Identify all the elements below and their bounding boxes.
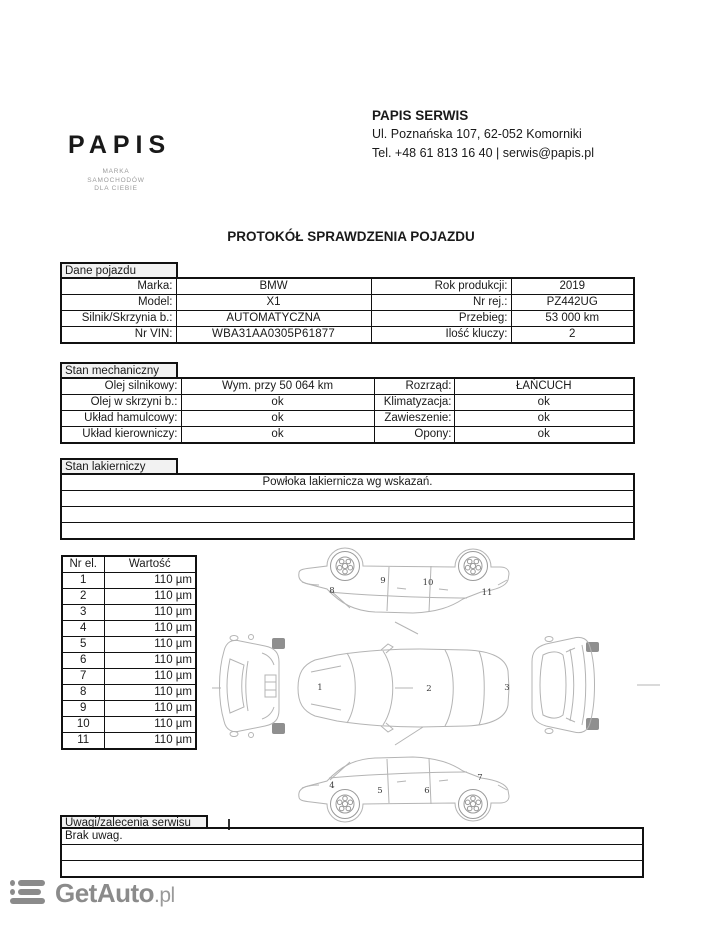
element-nr: 2 bbox=[62, 589, 104, 605]
label-cell: Olej silnikowy: bbox=[61, 378, 181, 395]
table-row bbox=[62, 733, 196, 750]
value-cell: Wym. przy 50 064 km bbox=[181, 378, 374, 395]
label-cell: Ilość kluczy: bbox=[371, 327, 511, 344]
rear-wheel-patch bbox=[586, 642, 599, 652]
label-text: Rozrząd: bbox=[405, 380, 452, 392]
panel-number-7: 7 bbox=[477, 773, 483, 783]
table-row bbox=[62, 589, 196, 605]
empty-cell bbox=[61, 861, 643, 878]
table-row bbox=[61, 311, 634, 327]
panel-number-1: 1 bbox=[317, 683, 323, 693]
panel-number-9: 9 bbox=[380, 576, 386, 586]
label-text: Klimatyzacja: bbox=[383, 396, 452, 408]
vehicle-section-tab: Dane pojazdu bbox=[60, 262, 178, 279]
element-nr: 5 bbox=[62, 637, 104, 653]
empty-cell bbox=[61, 491, 634, 507]
panel-number-11: 11 bbox=[481, 588, 493, 598]
company-name: PAPIS SERWIS bbox=[372, 108, 469, 123]
panel-number-8: 8 bbox=[329, 586, 335, 596]
element-nr: 9 bbox=[62, 701, 104, 717]
table-row bbox=[61, 507, 634, 523]
measurement-col-header: Wartość bbox=[104, 556, 196, 573]
label-text: Zawieszenie: bbox=[384, 412, 452, 424]
getauto-watermark bbox=[10, 876, 175, 913]
panel-number-4: 4 bbox=[329, 781, 335, 791]
papis-logo-text: PAPIS bbox=[68, 131, 172, 159]
empty-cell bbox=[61, 507, 634, 523]
table-row bbox=[61, 491, 634, 507]
table-row bbox=[61, 845, 643, 861]
remarks-section-tab: Uwagi/zalecenia serwisu bbox=[60, 815, 208, 829]
empty-cell bbox=[61, 845, 643, 861]
element-nr: 4 bbox=[62, 621, 104, 637]
table-row bbox=[62, 717, 196, 733]
value-cell: ŁAŃCUCH bbox=[454, 378, 634, 395]
panel-number-6: 6 bbox=[424, 786, 430, 796]
table-row bbox=[61, 395, 634, 411]
label-text: Opony: bbox=[414, 428, 452, 440]
element-nr: 6 bbox=[62, 653, 104, 669]
getauto-logo-icon bbox=[10, 876, 48, 906]
element-nr: 11 bbox=[62, 733, 104, 750]
measurement-value: 110 µm bbox=[104, 573, 196, 589]
car-front-view bbox=[220, 635, 286, 738]
table-row bbox=[61, 427, 634, 444]
value-cell: 2 bbox=[511, 327, 634, 344]
panel-number-3: 3 bbox=[504, 683, 510, 693]
value-cell: X1 bbox=[176, 295, 371, 311]
car-rear-view bbox=[532, 637, 599, 734]
label-cell: Marka: bbox=[61, 278, 176, 295]
table-row bbox=[62, 653, 196, 669]
car-diagram bbox=[212, 546, 662, 824]
value-cell: ok bbox=[181, 411, 374, 427]
measurement-value: 110 µm bbox=[104, 685, 196, 701]
measurement-value: 110 µm bbox=[104, 717, 196, 733]
table-row bbox=[62, 573, 196, 589]
value-cell: AUTOMATYCZNA bbox=[176, 311, 371, 327]
table-row bbox=[62, 701, 196, 717]
paint-section-tab: Stan lakierniczy bbox=[60, 458, 178, 475]
front-wheel-patch bbox=[272, 723, 285, 734]
getauto-suffix: .pl bbox=[154, 884, 175, 907]
value-cell: 2019 bbox=[511, 278, 634, 295]
label-cell: Model: bbox=[61, 295, 176, 311]
value-cell: ok bbox=[181, 395, 374, 411]
element-nr: 10 bbox=[62, 717, 104, 733]
value-cell: PZ442UG bbox=[511, 295, 634, 311]
element-nr: 8 bbox=[62, 685, 104, 701]
getauto-brand: GetAuto bbox=[55, 878, 155, 908]
element-nr: 1 bbox=[62, 573, 104, 589]
mechanical-section-tab: Stan mechaniczny bbox=[60, 362, 178, 379]
table-row bbox=[61, 411, 634, 427]
car-side-view-flipped bbox=[299, 548, 509, 613]
measurement-value: 110 µm bbox=[104, 637, 196, 653]
remarks-table bbox=[60, 827, 644, 878]
label-cell: Nr rej.: bbox=[371, 295, 511, 311]
label-cell bbox=[374, 395, 454, 411]
panel-number-5: 5 bbox=[377, 786, 383, 796]
table-row bbox=[61, 474, 634, 491]
label-cell bbox=[374, 378, 454, 395]
label-cell: Nr VIN: bbox=[61, 327, 176, 344]
table-header-row bbox=[62, 556, 196, 573]
company-contact: Tel. +48 61 813 16 40 | serwis@papis.pl bbox=[372, 146, 594, 160]
measurement-col-header: Nr el. bbox=[62, 556, 104, 573]
tagline-line: SAMOCHODÓW bbox=[87, 176, 145, 184]
panel-number-10: 10 bbox=[422, 578, 434, 588]
table-row bbox=[61, 828, 643, 845]
element-nr: 3 bbox=[62, 605, 104, 621]
table-row bbox=[61, 295, 634, 311]
vin-value-cell: WBA31AA0305P61877 bbox=[176, 327, 371, 344]
tagline-line: MARKA bbox=[102, 168, 130, 175]
empty-cell bbox=[61, 523, 634, 540]
panel-number-2: 2 bbox=[426, 684, 432, 694]
label-cell bbox=[374, 411, 454, 427]
measurement-value: 110 µm bbox=[104, 621, 196, 637]
label-cell: Rok produkcji: bbox=[371, 278, 511, 295]
value-cell: BMW bbox=[176, 278, 371, 295]
getauto-text bbox=[55, 876, 175, 913]
paint-table bbox=[60, 473, 635, 540]
table-row bbox=[62, 637, 196, 653]
value-cell: ok bbox=[454, 427, 634, 444]
label-cell: Silnik/Skrzynia b.: bbox=[61, 311, 176, 327]
label-cell: Układ hamulcowy: bbox=[61, 411, 181, 427]
vehicle-table bbox=[60, 277, 635, 344]
label-cell bbox=[374, 427, 454, 444]
measurement-value: 110 µm bbox=[104, 605, 196, 621]
paint-note: Powłoka lakiernicza wg wskazań. bbox=[61, 474, 634, 491]
papis-logo-tagline bbox=[62, 168, 170, 194]
value-cell: ok bbox=[181, 427, 374, 444]
table-row bbox=[61, 327, 634, 344]
measurement-value: 110 µm bbox=[104, 733, 196, 750]
papis-logo bbox=[62, 131, 170, 194]
measurement-value: 110 µm bbox=[104, 589, 196, 605]
label-cell: Układ kierowniczy: bbox=[61, 427, 181, 444]
label-cell: Olej w skrzyni b.: bbox=[61, 395, 181, 411]
measurement-value: 110 µm bbox=[104, 669, 196, 685]
table-row bbox=[62, 669, 196, 685]
company-info bbox=[372, 106, 594, 163]
table-row bbox=[61, 378, 634, 395]
value-cell: 53 000 km bbox=[511, 311, 634, 327]
table-row bbox=[62, 621, 196, 637]
company-address: Ul. Poznańska 107, 62-052 Komorniki bbox=[372, 127, 582, 141]
label-cell: Przebieg: bbox=[371, 311, 511, 327]
tagline-line: DLA CIEBIE bbox=[94, 185, 138, 192]
table-row bbox=[62, 685, 196, 701]
front-wheel-patch bbox=[272, 638, 285, 649]
table-row bbox=[61, 861, 643, 878]
document-title: PROTOKÓŁ SPRAWDZENIA POJAZDU bbox=[227, 229, 475, 244]
measurement-value: 110 µm bbox=[104, 701, 196, 717]
remarks-note: Brak uwag. bbox=[61, 828, 643, 845]
measurement-value: 110 µm bbox=[104, 653, 196, 669]
measurements-table bbox=[61, 555, 197, 750]
table-row bbox=[61, 523, 634, 540]
value-cell: ok bbox=[454, 395, 634, 411]
value-cell: ok bbox=[454, 411, 634, 427]
table-row bbox=[62, 605, 196, 621]
mechanical-table bbox=[60, 377, 635, 444]
table-row bbox=[61, 278, 634, 295]
element-nr: 7 bbox=[62, 669, 104, 685]
